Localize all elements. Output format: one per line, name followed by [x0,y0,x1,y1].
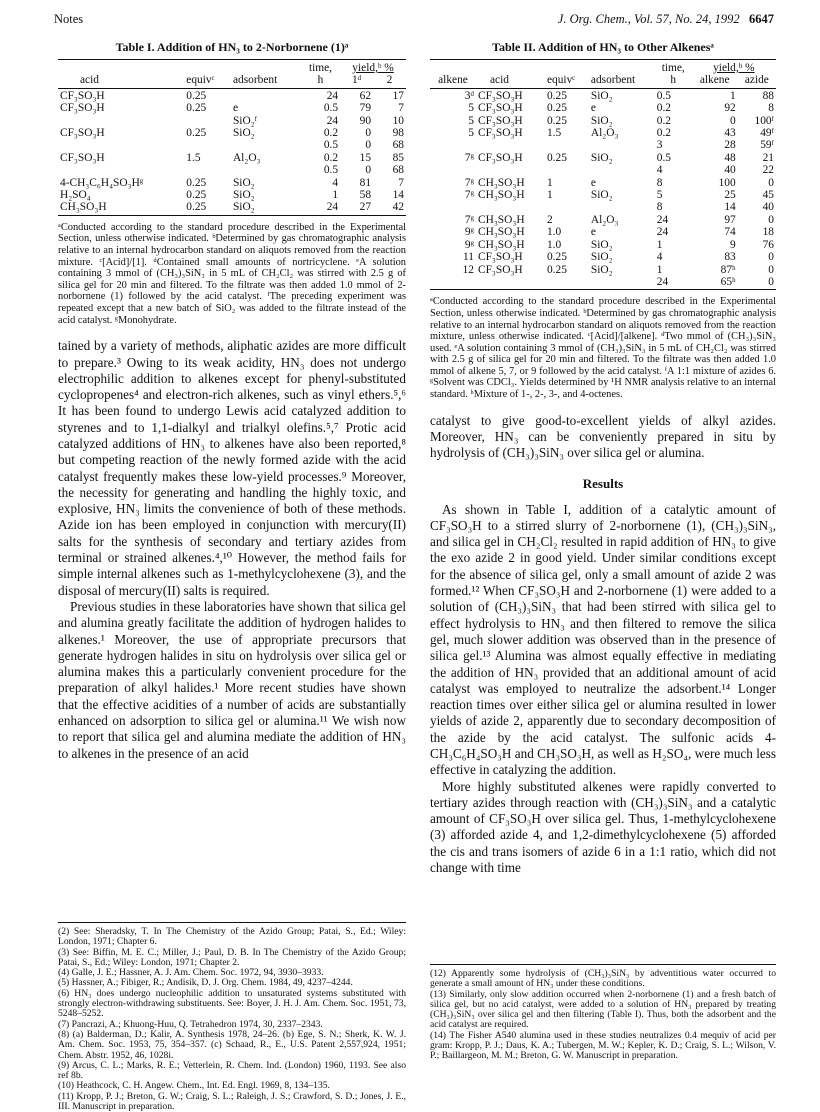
table-row [430,102,776,114]
table-row [430,164,776,176]
table-cell: 43 [724,127,736,140]
table-cell [476,276,545,290]
table-cell: CF₃SO₃H [478,151,523,164]
table-cell: 0 [768,213,774,226]
table-cell: 3ᵈ [464,89,474,102]
table-cell: 76 [762,238,774,251]
table-cell: e [590,102,596,115]
table-cell: 87ʰ [720,263,736,276]
table-row [430,239,776,251]
table1-col-y2: 2 [373,74,406,88]
table-cell [430,164,476,176]
table-cell: 0.5 [656,151,672,164]
table-cell: e [232,102,239,115]
table-cell: 18 [762,226,774,239]
table-cell: 0.5 [656,89,672,102]
table-cell: SiO₂ [231,201,301,215]
table-cell: 8 [656,176,663,189]
table-cell [430,276,476,290]
table-cell: SiO₂ [590,114,613,127]
table-cell: 68 [392,139,404,152]
table-cell: 24 [326,114,339,127]
table1-col-y1: 1ᵈ [340,74,373,88]
table-cell: 0.25 [546,89,567,102]
table-cell: CF₃SO₃H [60,102,105,115]
table-cell: 0.25 [186,176,207,189]
table2-col-y1: alkene [692,74,738,88]
table2-col-adsorbent: adsorbent [589,74,655,88]
table1-col-acid: acid [58,74,184,88]
table-cell: CF₃SO₃H [60,89,105,102]
table-cell: 11 [463,251,474,264]
table-cell: 83 [724,251,736,264]
table-cell [545,139,589,151]
table-cell: 79 [359,102,372,115]
table-cell: 42 [373,201,406,215]
table-cell: CF₃SO₃H [478,114,523,127]
reference: (6) HN₃ does undergo nucleophilic addition to unsaturated systems substituted with strongly electron-withdrawing substituents. See: Boyer, J. H. J. Am. Chem. Soc. 1951, 73, 5248–5252. [58,987,406,1020]
reference: (9) Arcus, C. L.; Marks, R. E.; Vetterlein, R. Chem. Ind. (London) 1960, 1193. See also ref 8b. [58,1059,406,1082]
table1 [58,59,406,216]
table2-col-acid: acid [476,74,545,88]
table-cell: 0.25 [546,263,567,276]
table-cell [589,201,655,213]
table-cell: 0.25 [186,127,207,140]
running-head-journal [558,12,774,28]
table-cell [430,139,476,151]
table-row [430,127,776,139]
table-cell: 7ᵍ [464,189,474,202]
table-cell: CF₃SO₃H [478,251,523,264]
table-cell: CF₃SO₃H [478,102,523,115]
table-cell [184,164,231,176]
table-cell: 0 [768,251,774,264]
table-cell [589,164,655,176]
table-cell: SiO₂ [590,189,613,202]
table-cell: 100 [718,176,736,189]
table-cell: 0.25 [546,251,567,264]
table2-col-equiv: equivᶜ [545,74,589,88]
table1-col-yield: yield,ᵇ % [340,60,406,75]
table-cell: CH₃SO₃H [478,213,525,226]
table-cell: 100ᶠ [754,114,774,127]
table-cell [231,139,301,151]
table-cell: 1.0 [546,226,562,239]
table-cell: CF₃SO₃H [478,89,523,102]
table-cell: 0.25 [184,201,231,215]
table-cell: 9ᵍ [464,238,474,251]
table-row [430,139,776,151]
table-cell: 1.0 [546,238,562,251]
reference: (4) Galle, J. E.; Hassner, A. J. Am. Chem. Soc. 1972, 94, 3930–3933. [58,967,324,979]
table-cell: 40 [724,164,736,177]
table-cell: 22 [762,164,774,177]
table-cell: 21 [762,151,774,164]
table2-caption: Table II. Addition of HN₃ to Other Alkenesᵃ [492,40,714,54]
table-cell: 98 [392,127,404,140]
paragraph: As shown in Table I, addition of a catalytic amount of CF₃SO₃H to a stirred slurry of 2-norbornene (1), (CH₃)₃SiN₃, and silica gel in CH₂Cl₂ resulted in rapid addition of HN₃ to give the exo azide 2 in good yield. Under similar conditions except for the absence of silica gel, only a small amount of azide 2 was formed.¹² When CF₃SO₃H and 2-norbornene (1) were added to a solution of (CH₃)₃SiN₃ that had been stirred with silica gel to effect hydrolysis to HN₃ and then filtered to remove the silica gel, much slower addition was observed than in the presence of silica gel.¹³ Alumina was almost equally effective in mediating the addition of HN₃ provided that an additional amount of acid catalyst was employed to neutralize the adsorbent.¹⁴ Longer reaction times over either silica gel or alumina resulted in lower yields of azide 2, apparently due to secondary decomposition of the azide by the acid catalyst. The sulfonic acids 4-CH₃C₆H₄SO₃H and CH₃SO₃H, as well as H₂SO₄, were much less effective in catalyzing the addition. [430,501,776,778]
table-cell [545,276,589,290]
table2-col-alkene: alkene [430,74,476,88]
table-row [58,139,406,151]
table-row [58,164,406,176]
table2-body [430,88,776,290]
right-references [430,964,776,1062]
table-row [430,189,776,201]
footnote-rule [430,964,776,965]
left-body-text [58,338,406,762]
table-cell: 4 [656,251,663,264]
table-cell: Al₂O₃ [232,151,261,164]
table-cell: 0.2 [323,127,339,140]
table-cell [231,88,301,102]
table-cell: 0.2 [656,114,672,127]
table-cell: 0 [738,276,776,290]
table-cell: 68 [392,164,404,177]
table-row [430,201,776,213]
table-cell: CH₃SO₃H [478,226,525,239]
table-row [58,201,406,215]
table-cell: 62 [359,89,372,102]
paragraph: More highly substituted alkenes were rapidly converted to tertiary azides through reaction with (CH₃)₃SiN₃ and a catalytic amount of CF₃SO₃H over silica gel. Thus, 1-methylcyclohexene (3) afforded azide 4, and 1,2-dimethylcyclohexene (5) afforded the cis and trans isomers of azide 6 in a 1:1 ratio, which did not change with time [430,778,776,876]
table-cell: 1 [656,263,663,276]
table-cell: 4 [656,164,663,177]
table2-col-yield: yield,ᵇ % [692,60,776,75]
table-row [58,115,406,127]
table-cell: 27 [340,201,373,215]
table-cell: 90 [359,114,372,127]
table-row [58,88,406,102]
table-row [430,88,776,102]
table-cell: 0 [768,176,774,189]
table-cell: 14 [724,201,736,214]
table-cell: SiO₂ [232,176,255,189]
table-cell: 17 [392,89,404,102]
table-cell [231,164,301,176]
table-cell: 7ᵍ [464,213,474,226]
table-cell: 58 [359,189,372,202]
table-cell: 24 [656,213,669,226]
table-cell [476,139,545,151]
reference: (8) (a) Balderman, D.; Kalir, A. Synthesis 1978, 24–26. (b) Ege, S. N.; Sherk, K. W. J. Am. Chem. Soc. 1953, 75, 354–357. (c) Schaad, R., E., U.S. Patent 2,557,924, 1951; Chem. Abstr. 1952, 46, 1028i. [58,1028,406,1061]
table1-caption: Table I. Addition of HN₃ to 2-Norbornene (1)ᵃ [115,40,349,54]
journal-citation: J. Org. Chem., Vol. 57, No. 24, 1992 [557,12,740,26]
table-cell [545,201,589,213]
right-body-text [430,413,776,462]
table-cell: CH₃SO₃H [478,238,525,251]
table-cell: 85 [392,151,404,164]
table-cell: 0.2 [323,151,339,164]
reference: (11) Kropp, P. J.; Breton, G. W.; Craig, S. L.; Raleigh, J. S.; Crawford, S. D.; Jones, J. E., III. Manuscript in preparation. [58,1090,406,1112]
table-cell: CH₃SO₃H [478,176,525,189]
table-cell [476,201,545,213]
table-cell [589,139,655,151]
table-cell: SiO₂ [232,189,255,202]
table-cell: 15 [359,151,372,164]
reference: (12) Apparently some hydrolysis of (CH₃)₃SiN₃ by adventitious water occurred to generate a small amount of HN₃ under these conditions. [430,968,776,990]
results-heading: Results [582,475,624,491]
table-cell: 4-CH₃C₆H₄SO₃Hᵍ [60,176,144,189]
table-row [58,102,406,114]
table-cell: 0.25 [186,89,207,102]
table-cell: 65ʰ [692,276,738,290]
table-cell: SiO₂ᶠ [232,114,258,127]
table-cell: 7 [398,176,404,189]
table-cell: 0.5 [323,102,339,115]
table-cell: 0 [730,114,736,127]
table-cell: Al₂O₃ [590,213,619,226]
table-cell: 1 [332,189,339,202]
table-cell: 3 [656,139,663,152]
table-cell [184,139,231,151]
table-cell: 59ᶠ [760,139,774,152]
table-cell: 0.25 [546,102,567,115]
table-cell: CH₃SO₃H [58,201,184,215]
table-cell: SiO₂ [590,151,613,164]
table-cell: 49ᶠ [760,127,774,140]
table-cell: 14 [392,189,404,202]
table-cell: SiO₂ [590,238,613,251]
table-cell: 0 [365,127,372,140]
table-cell: 88 [762,89,774,102]
table-row [58,152,406,164]
reference: (3) See: Biffin, M. E. C.; Miller, J.; Paul, D. B. In The Chemistry of the Azido Group; Patai, S., Ed.; Wiley: London, 1971; Chapter 2. [58,946,406,968]
table-cell [476,164,545,176]
table-row [430,177,776,189]
table-cell: H₂SO₄ [60,189,91,202]
table-cell [58,115,184,127]
table-cell: 97 [724,213,736,226]
table-cell: 8 [656,201,663,214]
table-cell: 24 [326,89,339,102]
left-column [58,40,406,762]
table-cell: 1.5 [186,151,201,164]
table-cell: e [590,176,596,189]
table-row [58,189,406,201]
table-cell: 0.2 [656,102,672,115]
table-cell: 0 [365,139,372,152]
table2-col-time-unit: h [655,74,692,88]
table-cell: 5 [656,189,663,202]
table-cell: 24 [301,201,340,215]
table-cell: 5 [468,127,474,140]
table-cell: SiO₂ [590,89,613,102]
table-cell: 24 [655,276,692,290]
table-cell: CF₃SO₃H [60,151,105,164]
table-cell: 25 [724,189,736,202]
table-cell: 0.5 [323,164,339,177]
right-column [430,40,776,876]
table2-footnotes: ᵃConducted according to the standard procedure described in the Experimental Section, unless otherwise indicated. ᵇDetermined by gas chromatographic analysis relative to an internal hydrocarbon standard on aliquots removed from the reaction mixture, unless otherwise indicated. ᶜ[Acid]/[alkene]. ᵈTwo mmol of (CH₃)₃SiN₃ used. ᵉA solution containing 3 mmol of (CH₃)₃SiN₃ in 5 mL of CH₂Cl₂ was stirred with 2.5 g of silica gel for 20 min and filtered. To the filtrate was then added 1.0 mmol of alkene 5, 7, or 9 followed by the acid catalyst. ᶠA 1:1 mixture of azides 6. ᵍSolvent was CDCl₃. Yields determined by ¹H NMR analysis relative to an internal standard. ʰMixture of 1-, 2-, 3-, and 4-octenes. [430,296,776,401]
table-row [430,251,776,263]
paragraph: Previous studies in these laboratories have shown that silica gel and alumina greatly facilitate the addition of hydrogen halides to alkenes.¹ Moreover, the use of appropriate precursors that generate hydrogen halides in situ on hydrolysis over silica gel or alumina makes this a particularly convenient procedure for the preparation of alkyl halides.¹ More recent studies have shown that the effective acidities of a number of acids are substantially enhanced on adsorption to silica gel or alumina.¹¹ We wish now to report that silica gel and alumina mediate the addition of HN₃ to alkenes in the presence of an acid [58,598,406,761]
table-cell [58,139,184,151]
reference: (10) Heathcock, C. H. Angew. Chem., Int. Ed. Engl. 1969, 8, 134–135. [58,1080,330,1092]
table1-col-time-unit: h [301,74,340,88]
table-row [430,214,776,226]
table-cell [58,164,184,176]
table-row [430,226,776,238]
table-cell: 1 [546,189,553,202]
table-cell: 40 [762,201,774,214]
table-cell [589,276,655,290]
table-cell: 7ᵍ [464,176,474,189]
table-cell: 8 [768,102,774,115]
table2-col-y2: azide [738,74,776,88]
table-cell: 5 [468,102,474,115]
table-cell: 28 [724,139,736,152]
table-cell: 10 [392,114,404,127]
table-cell: 0.25 [546,114,567,127]
table1-footnotes: ᵃConducted according to the standard procedure described in the Experimental Section, unless otherwise indicated. ᵇDetermined by gas chromatographic analysis relative to an internal hydrocarbon standard on aliquots removed from the reaction mixture. ᶜ[Acid]/[1]. ᵈContained small amounts of nortricyclene. ᵉA solution containing 3 mmol of (CH₃)₃SiN₃ in 5 mL of CH₂Cl₂ was stirred with 2.5 g of silica gel for 20 min and filtered. To the filtrate was then added 1.0 mmol of 2-norbornene (1) followed by the acid catalyst. ᶠThe preceding experiment was repeated except that a new batch of SiO₂ was added to the filtrate instead of the acid catalyst. ᵍMonohydrate. [58,221,406,326]
table-cell: 9ᵍ [464,226,474,239]
table-row [430,276,776,290]
reference: (2) See: Sheradsky, T. In The Chemistry of the Azido Group; Patai, S., Ed.; Wiley: London, 1971; Chapter 6. [58,926,406,948]
left-references [58,922,406,1112]
table-cell: e [590,226,596,239]
table-row [58,177,406,189]
table-cell: SiO₂ [232,127,255,140]
running-head-section: Notes [54,12,84,26]
reference: (5) Hassner, A.; Fibiger, R.; Andisik, D. J. Org. Chem. 1984, 49, 4237–4244. [58,977,353,989]
table-cell: 0.2 [656,127,672,140]
table-cell: 24 [656,226,669,239]
table-cell: 45 [762,189,774,202]
table-row [430,264,776,276]
table-cell: CH₃SO₃H [478,189,525,202]
table-cell [184,115,231,127]
paragraph: catalyst to give good-to-excellent yields of alkyl azides. Moreover, HN₃ can be conveniently prepared in situ by hydrolysis of (CH₃)₃SiN₃ over silica gel or alumina. [430,412,776,461]
table-cell: 0.5 [323,139,339,152]
table1-col-adsorbent: adsorbent [231,74,301,88]
table-cell: 5 [468,114,474,127]
page-number: 6647 [749,12,774,26]
table-cell: 0.25 [186,189,207,202]
table-cell: 1 [546,176,553,189]
table-cell: 92 [724,102,736,115]
table-cell: 0.25 [546,151,567,164]
reference: (7) Pancrazi, A.; Khuong-Huu, Q. Tetrahedron 1974, 30, 2337–2343. [58,1018,323,1030]
table-row [430,152,776,164]
table-cell: 1 [656,238,663,251]
table-cell: 1 [730,89,736,102]
table-cell: 1.5 [546,127,562,140]
table-cell: Al₂O₃ [590,127,619,140]
table-cell: 81 [359,176,372,189]
table-cell: 2 [546,213,553,226]
table-cell: CF₃SO₃H [60,127,105,140]
table-cell: 7 [398,102,404,115]
table-cell [430,201,476,213]
table2 [430,59,776,290]
paragraph: tained by a variety of methods, aliphatic azides are more difficult to prepare.³ Owing to its weak acidity, HN₃ does not undergo electrophilic addition to alkenes except for phenyl-substituted cyclopropenes⁴ and electron-rich alkenes, such as vinyl ethers.⁵,⁶ It has been found to undergo Lewis acid catalyzed addition to styrenes and to 1,1-dialkyl and trialkyl olefins.⁵,⁷ Protic acid catalyzed additions of HN₃ to alkenes have also been reported,⁸ but competing reaction of the newly formed azide with the acid catalyst frequently makes these low-yield processes.⁹ Moreover, the necessity for generating and handling the highly toxic, and explosive, HN₃ limits the convenience of both of these methods. Azide ion has been employed in conjunction with mercury(II) salts for the synthesis of secondary and tertiary azides from terminal or strained alkenes.⁴,¹⁰ However, the method fails for simple internal alkenes such as 1-methylcyclohexene (3), and the disposal of mercury(II) salts is required. [58,338,406,598]
table-cell: 7ᵍ [464,151,474,164]
table-row [430,115,776,127]
table-cell: 0 [768,263,774,276]
table-cell: 12 [462,263,474,276]
table-cell: 74 [724,226,736,239]
table-cell: SiO₂ [590,263,613,276]
table2-col-time: time, [655,60,692,75]
table-cell: 48 [724,151,736,164]
table-cell: 4 [332,176,339,189]
results-body-text [430,502,776,877]
table-cell: SiO₂ [590,251,613,264]
table-cell [545,164,589,176]
reference: (14) The Fisher A540 alumina used in these studies neutralizes 0.4 mequiv of acid per gram: Kropp, P. J.; Daus, K. A.; Tubergen, M. W.; Kepler, K. D.; Craig, S. L.; Wilson, V. P.; Baillargeon, M. M.; Breton, G. W. Manuscript in preparation. [430,1029,776,1062]
table-row [58,127,406,139]
table-cell: CF₃SO₃H [478,263,523,276]
table-cell: 0.25 [186,102,207,115]
table-cell: CF₃SO₃H [478,127,523,140]
table-cell: 9 [730,238,736,251]
footnote-rule [58,922,406,923]
table1-body [58,88,406,215]
reference: (13) Similarly, only slow addition occurred when 2-norbornene (1) and a fresh batch of silica gel, but no acid catalyst, were added to a solution of HN₃ prepared by treating (CH₃)₃SiN₃ over silica gel and then filtering (Table I). Thus, both the adsorbent and the acid catalyst are required. [430,988,776,1031]
table1-col-time: time, [301,60,340,75]
table1-col-equiv: equivᶜ [184,74,231,88]
table-cell: 0 [365,164,372,177]
